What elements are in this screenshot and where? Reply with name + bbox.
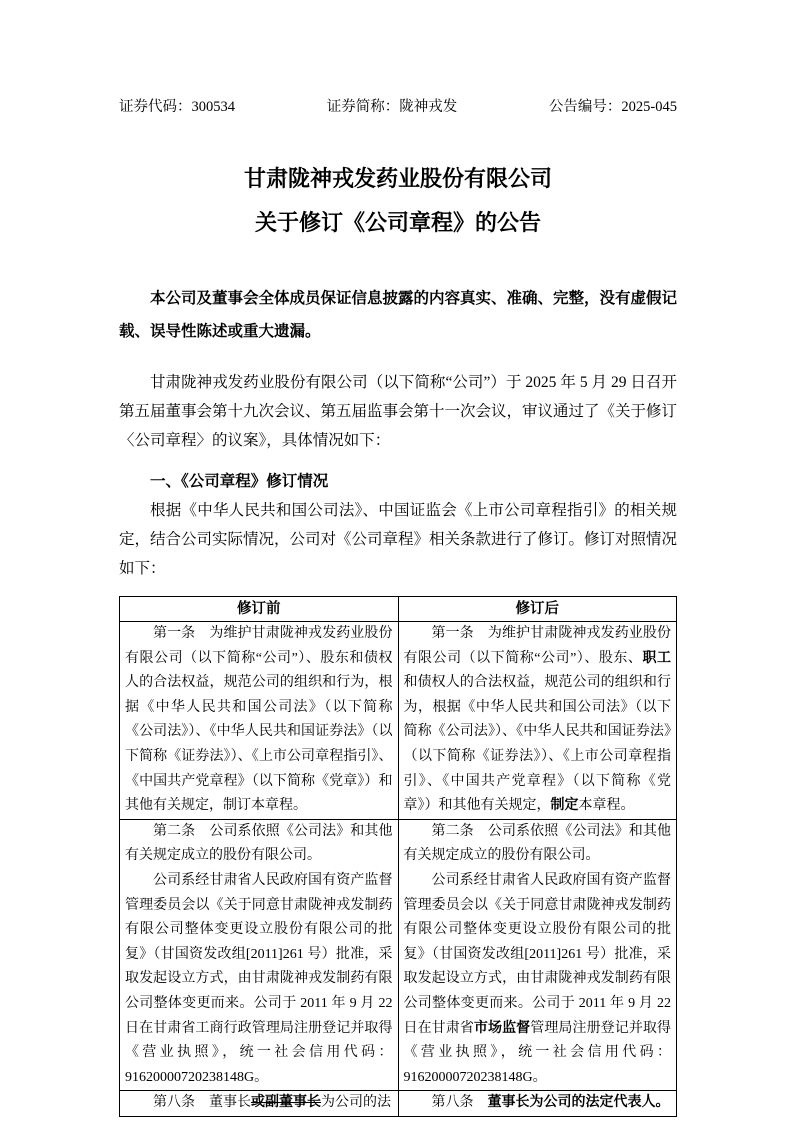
announcement-title: 关于修订《公司章程》的公告 [254,210,541,235]
column-header-after: 修订后 [398,597,677,622]
cell-article-1-after [398,622,677,820]
cell-article-8-before [120,1091,399,1117]
cell-article-1-before [120,622,399,820]
cell-paragraph: 第一条 为维护甘肃陇神戎发药业股份有限公司（以下简称“公司”）、股东、职工和债权人的合法权益，规范公司的组织和行为，根据《中华人民共和国公司法》（以下简称《公司法》）、《中华人民共和国证券法》（以下简称《证券法》）、《上市公司章程指引》、《中国共产党章程》（以下简称《党章》）和其他有关规定，制定本章程。 [403,626,671,814]
cell-paragraph: 第二条 公司系依照《公司法》和其他有关规定成立的股份有限公司。 [403,823,671,864]
table-header-row [120,597,677,622]
disclaimer-statement: 本公司及董事会全体成员保证信息披露的内容真实、准确、完整，没有虚假记载、误导性陈述或重大遗漏。 [119,290,678,340]
stock-code: 证券代码：300534 [119,99,235,115]
section1-paragraph: 根据《中华人民共和国公司法》、中国证监会《上市公司章程指引》的相关规定，结合公司实际情况，公司对《公司章程》相关条款进行了修订。修订对照情况如下： [119,502,678,577]
cell-article-8-after [398,1091,677,1117]
cell-paragraph: 第二条 公司系依照《公司法》和其他有关规定成立的股份有限公司。 [125,823,393,864]
table-row-article-1 [120,622,677,820]
company-name-title: 甘肃陇神戎发药业股份有限公司 [243,166,552,191]
cell-paragraph: 第八条 董事长为公司的法定代表人。 [431,1095,670,1111]
revision-comparison-table [119,596,677,1117]
column-header-before: 修订前 [120,597,399,622]
section1-heading: 一、《公司章程》修订情况 [150,473,329,490]
intro-paragraph: 甘肃陇神戎发药业股份有限公司（以下简称“公司”）于 2025 年 5 月 29 日召开第五届董事会第十九次会议、第五届监事会第十一次会议，审议通过了《关于修订〈公司章程〉的议案》，具体情况如下： [119,374,678,449]
cell-article-2-after [398,819,677,1091]
cell-article-2-before [120,819,399,1091]
table-row-article-8 [120,1091,677,1117]
cell-paragraph: 第一条 为维护甘肃陇神戎发药业股份有限公司（以下简称“公司”）、股东和债权人的合法权益，规范公司的组织和行为，根据《中华人民共和国公司法》（以下简称《公司法》）、《中华人民共和国证券法》（以下简称《证券法》）、《上市公司章程指引》、《中国共产党章程》（以下简称《党章》）和其他有关规定，制订本章程。 [125,626,393,814]
stock-name: 证券简称：陇神戎发 [326,99,458,115]
document-header [119,98,677,117]
announcement-number: 公告编号：2025-045 [548,99,677,115]
table-row-article-2 [120,819,677,1091]
cell-paragraph: 第八条 董事长或副董事长为公司的法 [153,1095,391,1111]
cell-paragraph: 公司系经甘肃省人民政府国有资产监督管理委员会以《关于同意甘肃陇神戎发制药有限公司整体变更设立股份有限公司的批复》（甘国资发改组[2011]261 号）批准，采取发起设立方式，由甘肃陇神戎发制药有限公司整体变更而来。公司于 2011 年 9 月 22 日在甘肃省工商行政管理局注册登记并取得《营业执照》，统一社会信用代码：91620000720238148G。 [125,872,393,1085]
cell-paragraph: 公司系经甘肃省人民政府国有资产监督管理委员会以《关于同意甘肃陇神戎发制药有限公司整体变更设立股份有限公司的批复》（甘国资发改组[2011]261 号）批准，采取发起设立方式，由甘肃陇神戎发制药有限公司整体变更而来。公司于 2011 年 9 月 22 日在甘肃省市场监督管理局注册登记并取得《营业执照》，统一社会信用代码：91620000720238148G。 [403,872,672,1085]
